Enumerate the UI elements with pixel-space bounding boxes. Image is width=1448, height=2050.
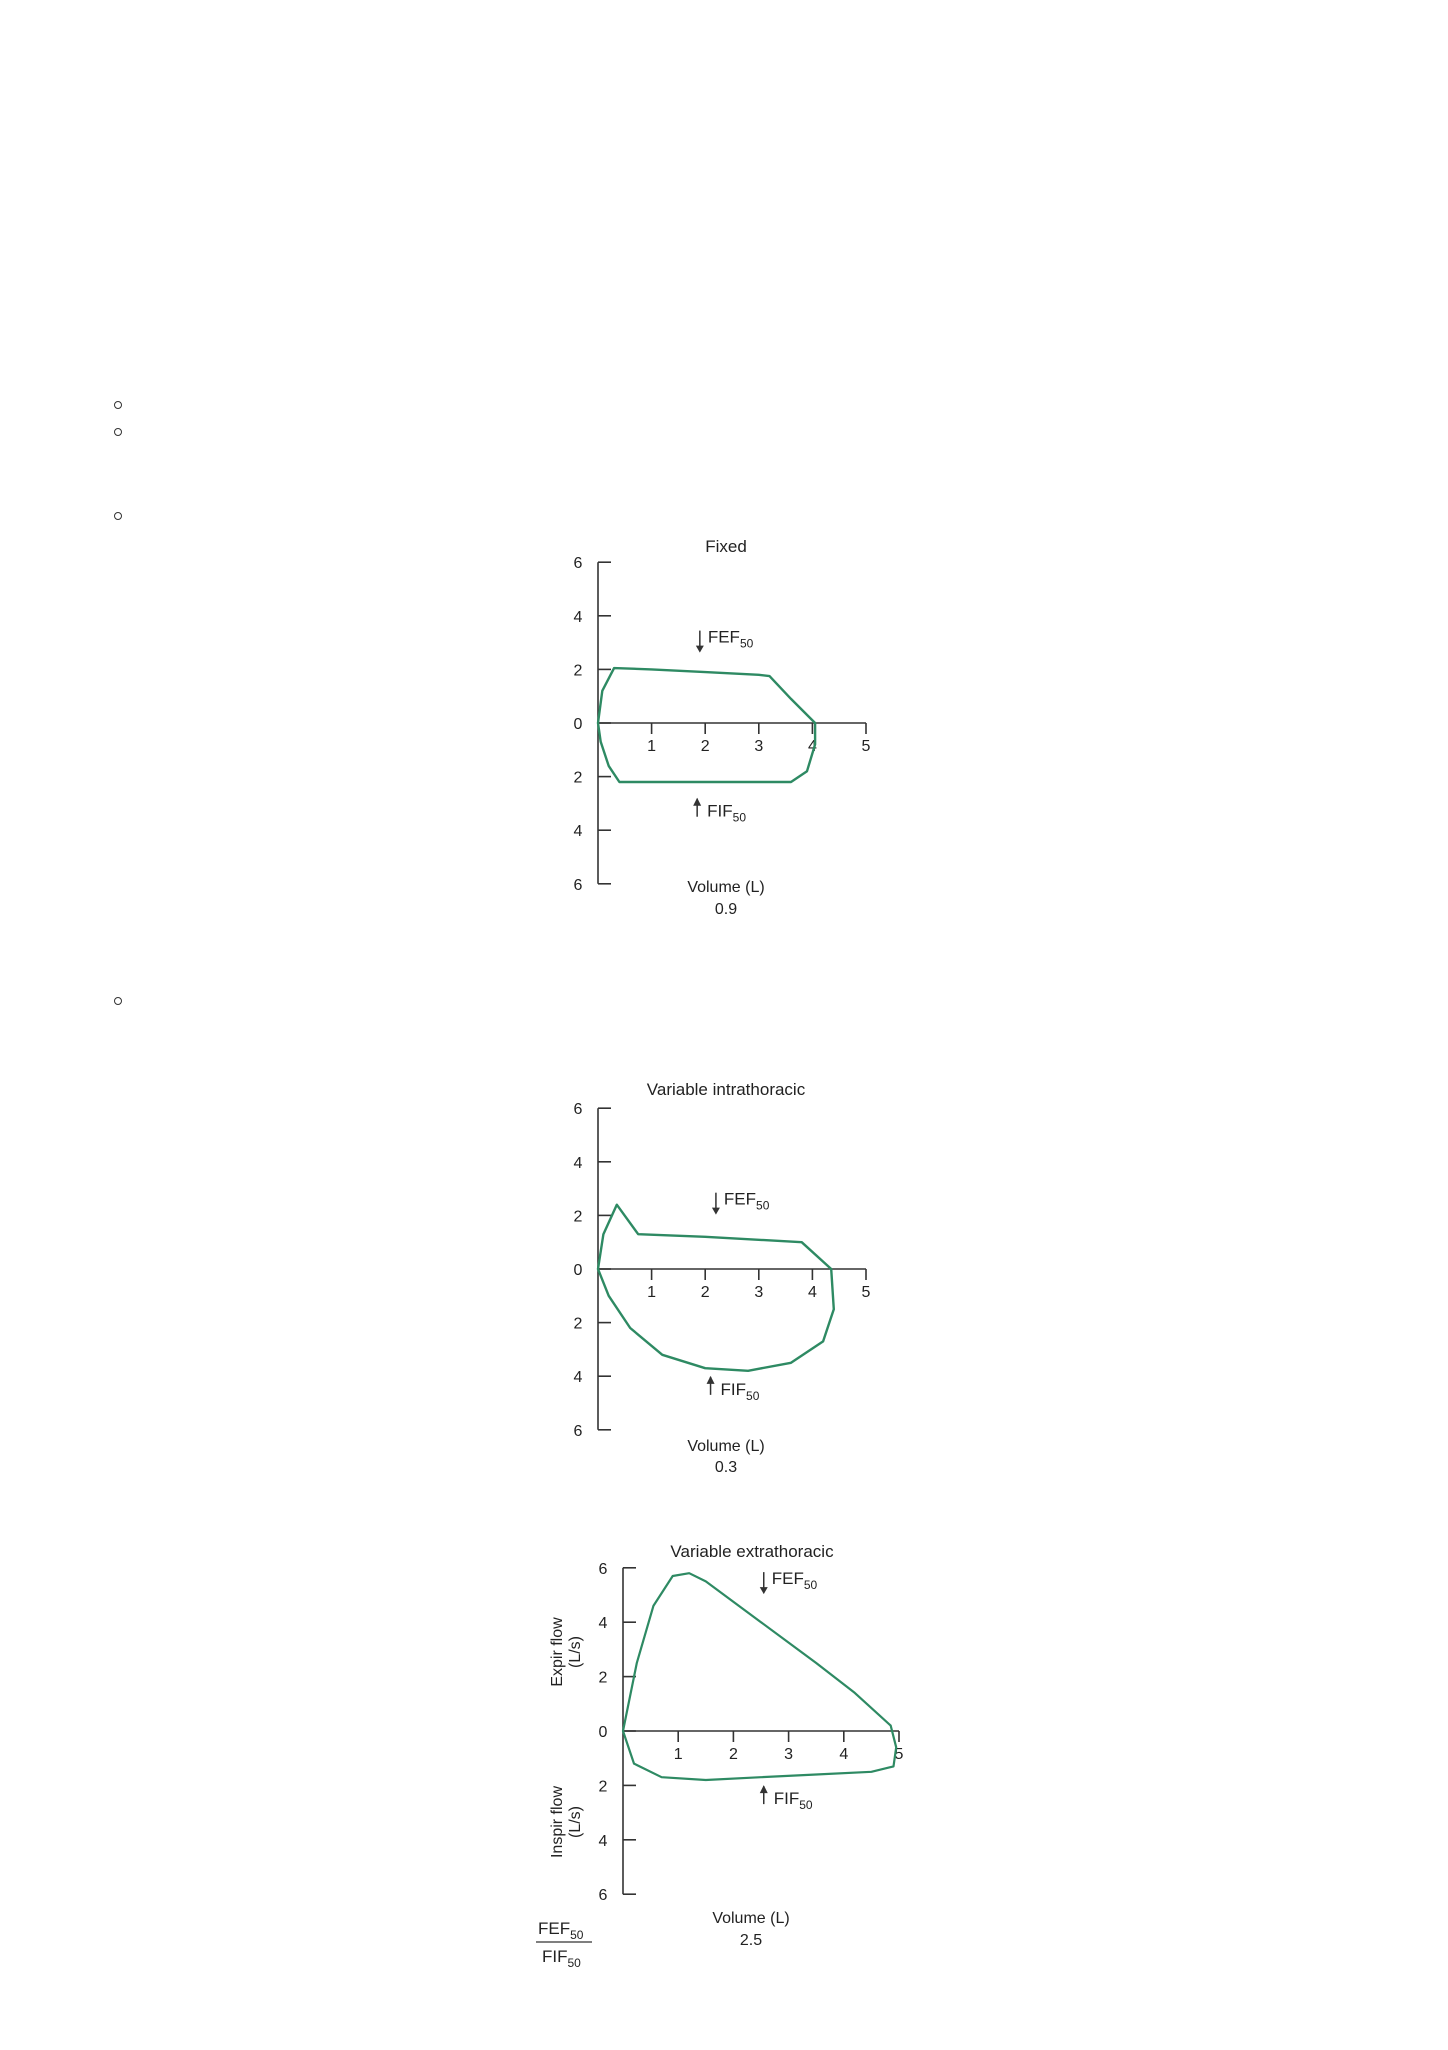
x-tick-label: 4 (839, 1746, 849, 1763)
chart-title: Fixed (705, 537, 747, 556)
y-tick-label: 6 (573, 1422, 583, 1440)
ratio-label (536, 1919, 592, 1970)
ratio-value: 0.3 (714, 1459, 738, 1476)
chart-title: Variable intrathoracic (646, 1080, 806, 1099)
fif-arrow-head (760, 1785, 768, 1793)
fif-text: FIF (720, 1379, 747, 1399)
fif-label (721, 1380, 760, 1403)
y-tick-label: 2 (573, 1208, 583, 1226)
fef-subscript: 50 (756, 1198, 770, 1213)
x-axis-label: Volume (L) (687, 1438, 765, 1455)
y-label-line: Expir flow (549, 1617, 566, 1687)
x-tick-label: 2 (700, 738, 710, 755)
fef-arrow-head (696, 646, 704, 653)
flow-volume-loop (598, 1205, 834, 1371)
x-tick-label: 4 (807, 1284, 817, 1301)
fif-arrow-head (707, 1376, 715, 1384)
y-tick-label: 6 (598, 1887, 608, 1905)
ratio-numerator: $FEF_{50}$ (538, 1919, 584, 1942)
y-tick-label: 2 (598, 1778, 608, 1796)
fif-subscript: 50 (799, 1798, 813, 1813)
fef-arrow-head (760, 1587, 768, 1594)
fef-text: FEF (723, 1189, 757, 1209)
y-axis-label-expir (549, 1617, 584, 1687)
y-label-line: Inspir flow (549, 1785, 566, 1859)
chart-fixed (574, 537, 871, 918)
x-tick-label: 5 (894, 1746, 904, 1763)
fif-subscript: 50 (732, 810, 747, 825)
x-tick-label: 2 (728, 1746, 738, 1763)
x-tick-label: 5 (861, 1284, 871, 1301)
fef-text: FEF (707, 627, 740, 647)
x-tick-label: 3 (754, 1284, 764, 1301)
x-tick-label: 1 (647, 1284, 657, 1301)
x-tick-label: 1 (647, 738, 657, 755)
x-tick-label: 4 (807, 738, 817, 755)
ratio-value: 0.9 (714, 901, 738, 918)
fif-text: FIF (707, 801, 733, 821)
y-tick-label: 2 (573, 662, 583, 680)
y-tick-label: 4 (573, 1369, 583, 1387)
y-tick-label: 6 (573, 1101, 583, 1119)
y-tick-label: 0 (573, 716, 583, 733)
y-tick-label: 4 (573, 823, 583, 841)
y-tick-label: 6 (573, 555, 583, 573)
flow-volume-loop (598, 668, 815, 782)
chart-title: Variable extrathoracic (670, 1542, 834, 1561)
fef-subscript: 50 (803, 1578, 818, 1593)
fef-subscript: 50 (739, 636, 754, 651)
y-axis-label-inspir (549, 1786, 584, 1858)
y-tick-label: 4 (598, 1615, 608, 1633)
fif-arrow-head (693, 798, 701, 806)
x-tick-label: 3 (754, 738, 764, 755)
fif-subscript: 50 (746, 1388, 760, 1403)
chart-variable-extrathoracic (536, 1542, 904, 1970)
fef-text: FEF (771, 1569, 804, 1589)
fif-label (707, 802, 746, 825)
y-tick-label: 0 (573, 1262, 583, 1279)
x-axis-label: Volume (L) (712, 1910, 790, 1927)
ratio-denominator: $FIF_{50}$ (542, 1947, 581, 1970)
fef-label (772, 1569, 818, 1592)
fef-arrow-head (712, 1208, 720, 1215)
y-tick-label: 2 (573, 1315, 583, 1333)
y-tick-label: 4 (573, 1154, 583, 1172)
fif-text: FIF (773, 1789, 800, 1809)
flow-volume-loop (623, 1573, 896, 1780)
y-tick-label: 0 (598, 1724, 608, 1741)
y-tick-label: 4 (573, 608, 583, 626)
ratio-value: 2.5 (739, 1932, 763, 1949)
fef-label (724, 1190, 770, 1213)
fef-label (708, 628, 754, 651)
y-tick-label: 4 (598, 1832, 608, 1850)
y-tick-label: 6 (573, 876, 583, 894)
y-label-line: (L/s) (567, 1806, 584, 1838)
y-tick-label: 2 (573, 769, 583, 787)
x-axis-label: Volume (L) (687, 879, 765, 896)
x-tick-label: 2 (700, 1284, 710, 1301)
y-tick-label: 6 (598, 1560, 608, 1578)
y-tick-label: 2 (598, 1669, 608, 1687)
x-tick-label: 5 (861, 738, 871, 755)
y-label-line: (L/s) (567, 1636, 584, 1668)
x-tick-label: 3 (784, 1746, 794, 1763)
x-tick-label: 1 (673, 1746, 683, 1763)
chart-variable-intrathoracic (574, 1080, 871, 1476)
fif-label (774, 1789, 813, 1812)
